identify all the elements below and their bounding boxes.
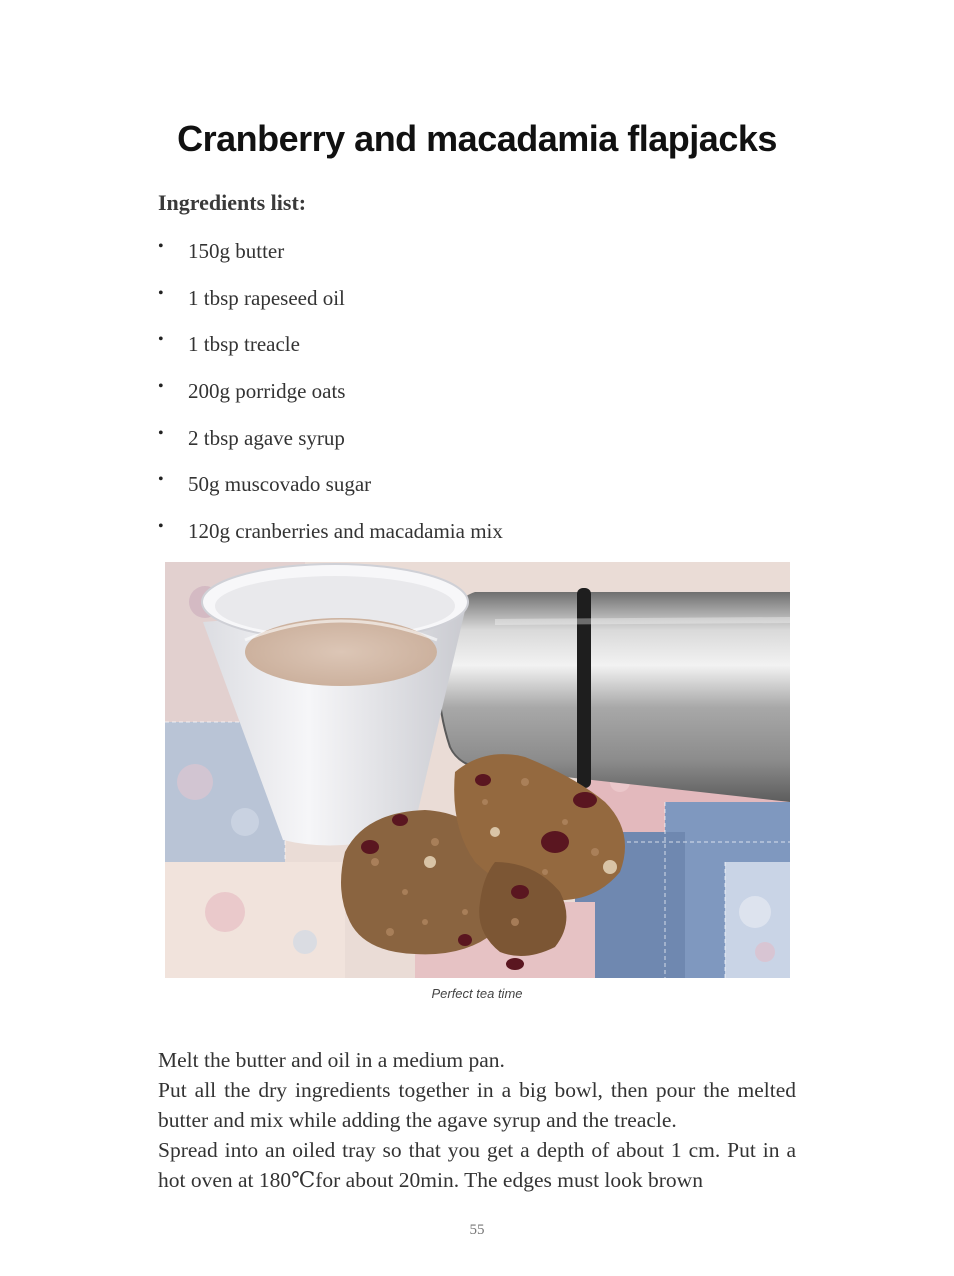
ingredient-text: 1 tbsp rapeseed oil (188, 285, 345, 310)
method-text (158, 1045, 796, 1195)
photo-caption: Perfect tea time (431, 986, 523, 1001)
ingredients-heading: Ingredients list: (158, 190, 307, 215)
ingredient-text: 1 tbsp treacle (188, 332, 300, 357)
ingredient-text: 120g cranberries and macadamia mix (188, 519, 503, 544)
page-number: 55 (469, 1222, 485, 1238)
method-line: Spread into an oiled tray so that you get a depth of about 1 cm. Put in a hot oven at 180℃for about 20min. The edges must look brown (158, 1138, 796, 1192)
bullet-icon: • (158, 518, 164, 536)
ingredient-text: 150g butter (188, 239, 285, 263)
ingredient-text: 200g porridge oats (188, 379, 346, 404)
bullet-icon: • (158, 284, 164, 302)
bullet-icon: • (158, 378, 164, 396)
bullet-icon: • (158, 471, 164, 489)
flapjack-photo (165, 562, 790, 978)
ingredient-text: 50g muscovado sugar (188, 472, 372, 497)
ingredient-text: 2 tbsp agave syrup (188, 425, 345, 450)
bullet-icon: • (158, 238, 164, 255)
method-line: Put all the dry ingredients together in a big bowl, then pour the melted butter and mix while adding the agave syrup and the treacle. (158, 1078, 796, 1132)
page-title: Cranberry and macadamia flapjacks (177, 118, 777, 159)
method-line: Melt the butter and oil in a medium pan. (158, 1048, 505, 1072)
photo-illustration (165, 562, 790, 978)
bullet-icon: • (158, 331, 164, 349)
bullet-icon: • (158, 424, 164, 442)
